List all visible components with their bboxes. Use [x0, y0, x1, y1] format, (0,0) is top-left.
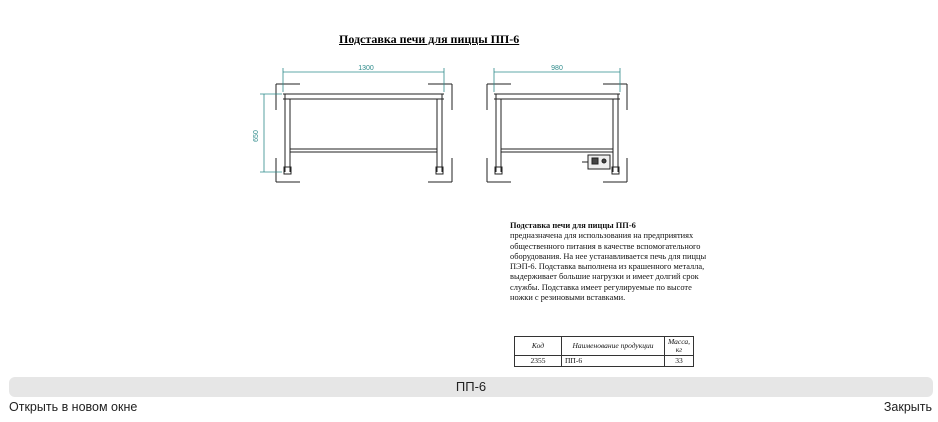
side-depth-label: 980 [551, 65, 563, 72]
image-caption: ПП-6 [9, 377, 933, 397]
header-mass: Масса, кг [665, 337, 694, 356]
side-view-drawing [487, 84, 627, 182]
cell-mass: 33 [665, 356, 694, 367]
header-code: Код [515, 337, 562, 356]
table-row [515, 356, 694, 367]
front-view-drawing [276, 84, 452, 182]
description-text: предназначена для использования на предприятиях общественного питания в качестве вспомогательного оборудования. На нее устанавливается печь для пиццы ПЭП-6. Подставка выполнена из крашенного металла, выдерживает большие нагрузки и имеет долгий срок службы. Подставка имеет регулируемые по высоте ножки с резиновыми вставками. [510, 231, 707, 303]
product-description [510, 221, 715, 303]
document-title: Подставка печи для пиццы ПП-6 [339, 32, 520, 46]
cell-code: 2355 [515, 356, 562, 367]
open-new-window-link[interactable]: Открыть в новом окне [9, 400, 138, 414]
header-name: Наименование продукции [562, 337, 665, 356]
height-label: 650 [253, 130, 260, 142]
spec-table-header [515, 337, 694, 356]
cell-name: ПП-6 [562, 356, 665, 367]
close-link[interactable]: Закрыть [883, 400, 932, 414]
spec-table [514, 336, 694, 367]
description-title: Подставка печи для пиццы ПП-6 [510, 221, 636, 230]
front-width-label: 1300 [358, 65, 374, 72]
